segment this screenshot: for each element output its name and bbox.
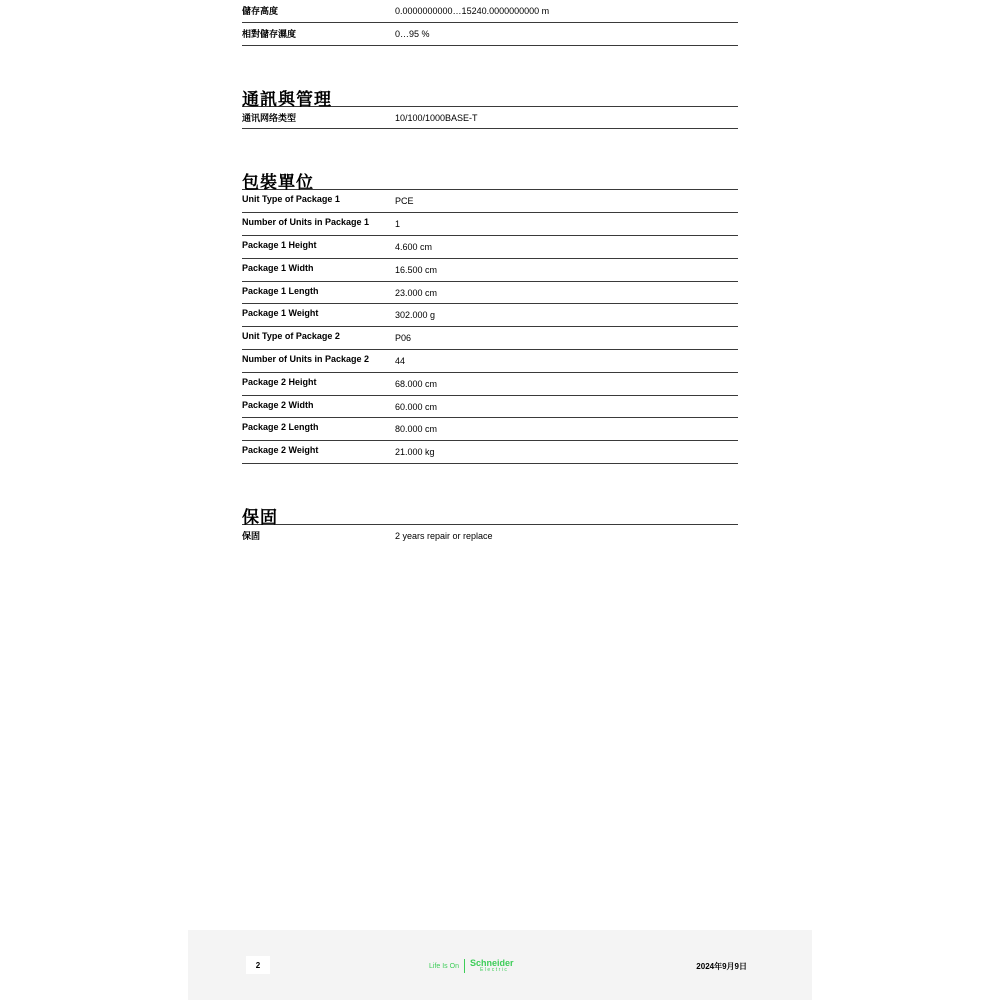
spec-row-pkg1-units bbox=[242, 213, 738, 236]
spec-row-pkg2-units bbox=[242, 350, 738, 373]
spec-row-pkg2-width bbox=[242, 396, 738, 419]
warranty-section-title: 保固 bbox=[242, 464, 738, 525]
spec-label: 保固 bbox=[242, 530, 261, 541]
communication-section bbox=[242, 46, 738, 130]
spec-label: Package 2 Width bbox=[242, 399, 314, 410]
spec-value: PCE bbox=[395, 196, 414, 207]
spec-label: Package 2 Length bbox=[242, 422, 319, 433]
footer-date: 2024年9月9日 bbox=[696, 962, 747, 971]
spec-value: 2 years repair or replace bbox=[395, 530, 493, 541]
spec-value: 1 bbox=[395, 219, 401, 230]
spec-value: 0.0000000000…15240.0000000000 m bbox=[395, 6, 550, 16]
spec-row-pkg1-width bbox=[242, 259, 738, 282]
spec-content bbox=[242, 0, 738, 548]
spec-value: 44 bbox=[395, 355, 406, 366]
spec-label: Package 1 Weight bbox=[242, 308, 319, 319]
spec-label: 相對儲存濕度 bbox=[242, 28, 297, 39]
spec-row-pkg1-weight bbox=[242, 304, 738, 327]
spec-row-pkg2-height bbox=[242, 373, 738, 396]
spec-value: 4.600 cm bbox=[395, 241, 433, 252]
communication-section-title: 通訊與管理 bbox=[242, 46, 738, 107]
spec-row-storage-altitude bbox=[242, 0, 738, 23]
environment-section bbox=[242, 0, 738, 46]
spec-row-pkg1-unit-type bbox=[242, 190, 738, 213]
spec-label: Unit Type of Package 2 bbox=[242, 331, 340, 342]
brand-sub: Electric bbox=[479, 967, 509, 973]
spec-value: 16.500 cm bbox=[395, 264, 438, 275]
spec-label: Number of Units in Package 2 bbox=[242, 353, 370, 364]
spec-value: 21.000 kg bbox=[395, 447, 435, 458]
spec-label: Package 1 Length bbox=[242, 285, 319, 296]
brand-name: Schneider bbox=[469, 958, 514, 968]
spec-label: Package 1 Height bbox=[242, 239, 317, 250]
spec-row-storage-humidity bbox=[242, 23, 738, 46]
spec-value: P06 bbox=[395, 333, 412, 344]
spec-row-pkg1-height bbox=[242, 236, 738, 259]
spec-label: Package 2 Weight bbox=[242, 445, 319, 456]
spec-value: 60.000 cm bbox=[395, 401, 438, 412]
schneider-logo-icon bbox=[470, 959, 514, 973]
packaging-section-title: 包裝單位 bbox=[242, 129, 738, 190]
brand-logo bbox=[429, 958, 513, 974]
page-number: 2 bbox=[246, 956, 270, 974]
spec-row-network-type bbox=[242, 107, 738, 130]
brand-divider bbox=[464, 959, 465, 973]
spec-label: Number of Units in Package 1 bbox=[242, 217, 370, 228]
spec-row-pkg2-length bbox=[242, 418, 738, 441]
spec-row-pkg2-weight bbox=[242, 441, 738, 464]
spec-value: 80.000 cm bbox=[395, 424, 438, 435]
spec-value: 0…95 % bbox=[395, 28, 430, 39]
spec-label: Package 1 Width bbox=[242, 262, 314, 273]
spec-row-warranty bbox=[242, 525, 738, 548]
spec-label: Package 2 Height bbox=[242, 376, 317, 387]
page-footer bbox=[188, 930, 812, 1000]
spec-value: 10/100/1000BASE-T bbox=[395, 112, 478, 123]
spec-row-pkg2-unit-type bbox=[242, 327, 738, 350]
spec-label: Unit Type of Package 1 bbox=[242, 194, 340, 205]
spec-row-pkg1-length bbox=[242, 282, 738, 305]
spec-value: 68.000 cm bbox=[395, 378, 438, 389]
spec-label: 儲存高度 bbox=[242, 6, 279, 16]
warranty-section bbox=[242, 464, 738, 548]
spec-value: 23.000 cm bbox=[395, 287, 438, 298]
brand-tagline: Life Is On bbox=[429, 962, 459, 970]
spec-value: 302.000 g bbox=[395, 310, 436, 321]
spec-label: 通讯网络类型 bbox=[242, 112, 297, 123]
packaging-section bbox=[242, 129, 738, 464]
